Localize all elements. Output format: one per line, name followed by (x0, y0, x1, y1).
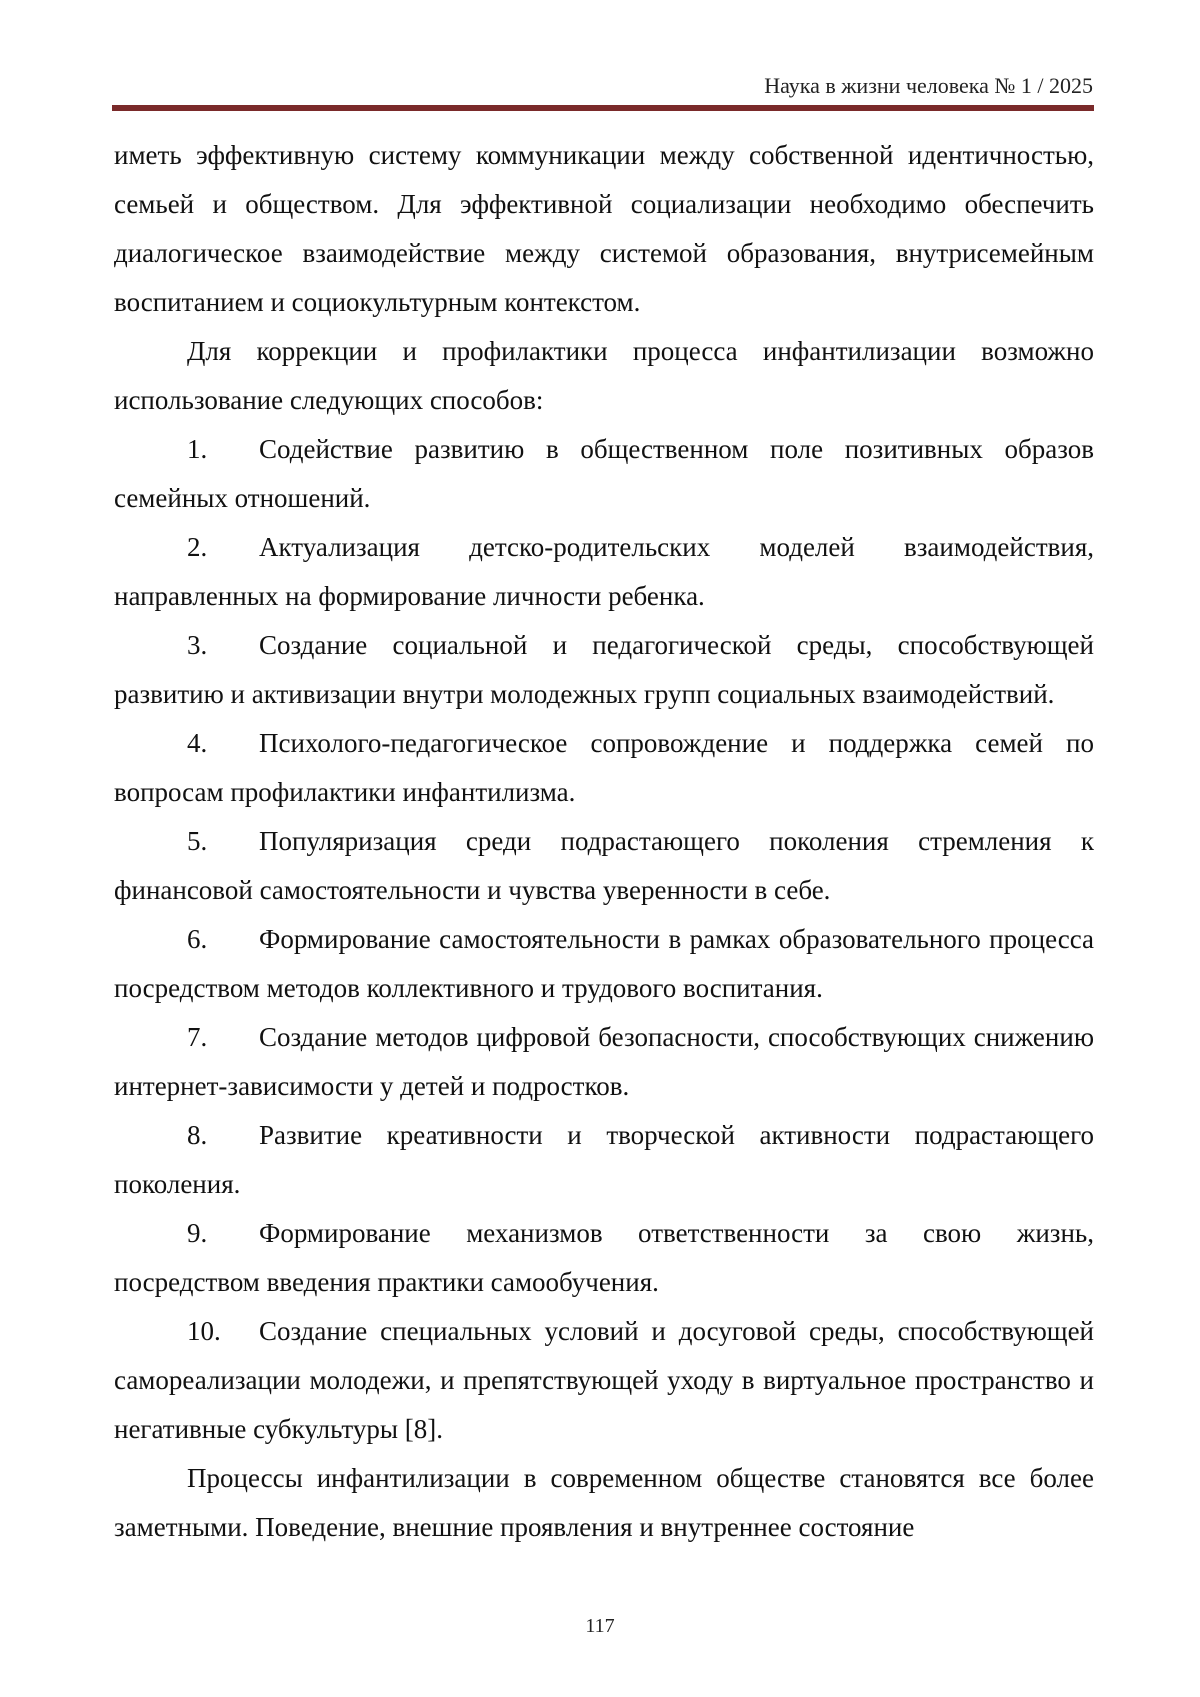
page-number: 117 (585, 1615, 615, 1637)
list-item (114, 1111, 1094, 1209)
list-item-number: 8. (187, 1120, 208, 1150)
list-item-number: 10. (187, 1316, 221, 1346)
header-rule (112, 105, 1094, 111)
list-item-number: 3. (187, 630, 208, 660)
list-item-text: Формирование механизмов ответственности за свою жизнь, посредством введения практики самообучения. (114, 1218, 1094, 1297)
list-item (114, 1307, 1094, 1454)
list-item-text: Актуализация детско-родительских моделей взаимодействия, направленных на формирование личности ребенка. (114, 532, 1094, 611)
list-item (114, 1209, 1094, 1307)
list-item (114, 915, 1094, 1013)
paragraph-methods-lead: Для коррекции и профилактики процесса инфантилизации возможно использование следующих способов: (114, 336, 1094, 415)
article-body (114, 131, 1094, 1552)
list-item (114, 817, 1094, 915)
list-item-text: Развитие креативности и творческой активности подрастающего поколения. (114, 1120, 1094, 1199)
list-item-number: 6. (187, 924, 208, 954)
list-item-text: Создание методов цифровой безопасности, способствующих снижению интернет-зависимости у детей и подростков. (114, 1022, 1094, 1101)
list-item-text: Содействие развитию в общественном поле позитивных образов семейных отношений. (114, 434, 1094, 513)
list-item-number: 9. (187, 1218, 208, 1248)
list-item (114, 719, 1094, 817)
paragraph-closing: Процессы инфантилизации в современном обществе становятся все более заметными. Поведение, внешние проявления и внутреннее состояние (114, 1463, 1094, 1542)
list-item-number: 5. (187, 826, 208, 856)
list-item-number: 7. (187, 1022, 208, 1052)
list-item-number: 2. (187, 532, 208, 562)
list-item (114, 425, 1094, 523)
list-item-text: Психолого-педагогическое сопровождение и поддержка семей по вопросам профилактики инфантилизма. (114, 728, 1094, 807)
list-item-text: Создание специальных условий и досуговой среды, способствующей самореализации молодежи, и препятствующей уходу в виртуальное пространство и негативные субкультуры [8]. (114, 1316, 1094, 1444)
paragraph-intro: иметь эффективную систему коммуникации между собственной идентичностью, семьей и обществом. Для эффективной социализации необходимо обеспечить диалогическое взаимодействие между системой образования, внутрисемейным воспитанием и социокультурным контекстом. (114, 140, 1094, 317)
list-item-text: Формирование самостоятельности в рамках образовательного процесса посредством методов коллективного и трудового воспитания. (114, 924, 1094, 1003)
running-header: Наука в жизни человека № 1 / 2025 (764, 73, 1093, 98)
list-item-number: 1. (187, 434, 208, 464)
list-item-text: Создание социальной и педагогической среды, способствующей развитию и активизации внутри молодежных групп социальных взаимодействий. (114, 630, 1094, 709)
list-item (114, 621, 1094, 719)
list-item-text: Популяризация среди подрастающего поколения стремления к финансовой самостоятельности и чувства уверенности в себе. (114, 826, 1094, 905)
list-item-number: 4. (187, 728, 208, 758)
list-item (114, 523, 1094, 621)
list-item (114, 1013, 1094, 1111)
